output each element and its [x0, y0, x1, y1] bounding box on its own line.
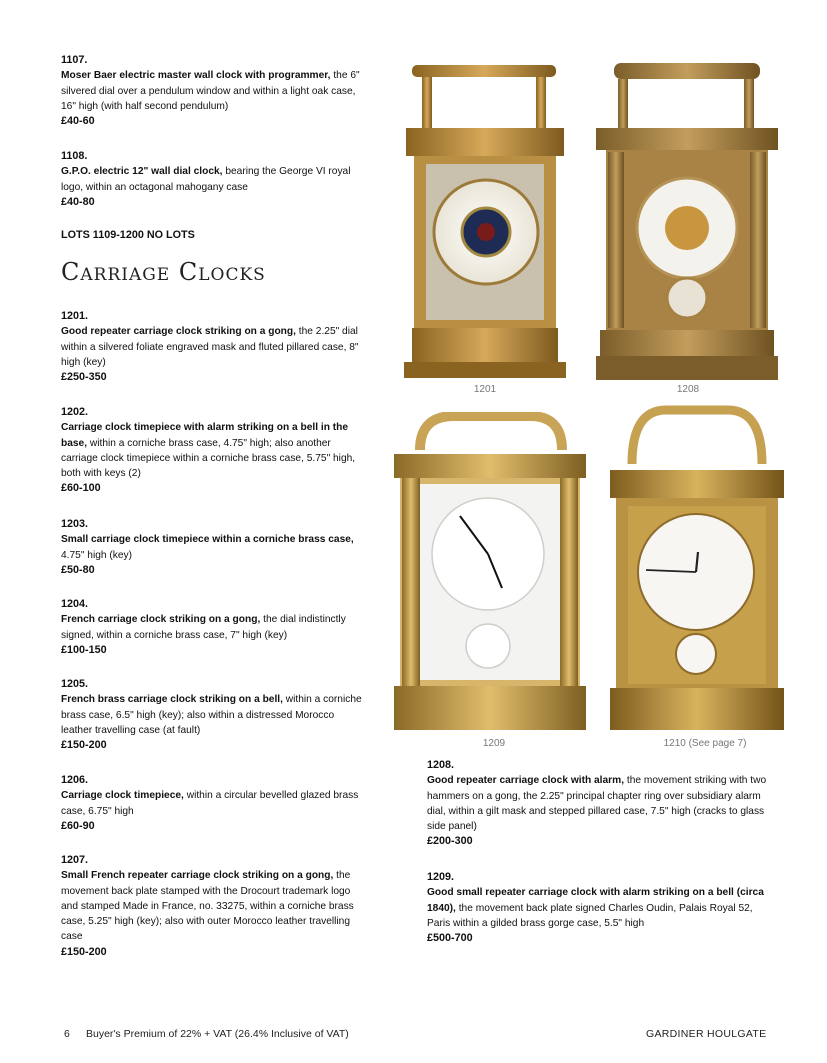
- lot-details: the movement back plate signed Charles Oudin, Palais Royal 52, Paris within a gilded brass gorge case, 5.5" high: [427, 902, 753, 929]
- lot-1201: [61, 309, 366, 385]
- lot-title: Good small repeater carriage clock with alarm striking on a bell (circa 1840),: [427, 887, 764, 914]
- lot-title: Good repeater carriage clock striking on a gong,: [61, 326, 296, 338]
- lot-1202: [61, 405, 366, 497]
- lot-number: 1204.: [61, 598, 89, 610]
- lot-title: Carriage clock timepiece,: [61, 790, 184, 802]
- lot-title: Small French repeater carriage clock striking on a gong,: [61, 870, 334, 882]
- lot-number: 1207.: [61, 854, 89, 866]
- lot-title: Moser Baer electric master wall clock with programmer,: [61, 70, 331, 82]
- lot-estimate: £150-200: [61, 945, 107, 958]
- clock-photo-1208: [592, 60, 782, 382]
- lot-estimate: £60-100: [61, 482, 101, 495]
- lot-description: [61, 790, 358, 816]
- lot-details: within a corniche brass case, 6.5" high (key); also within a distressed Morocco leather travelling case (at fault): [61, 694, 362, 736]
- lot-details: the 6" silvered dial over a pendulum window and within a light oak case, 16" high (with half second pendulum): [61, 70, 360, 112]
- caption-1208: 1208: [676, 384, 700, 395]
- lot-number: 1203.: [61, 518, 89, 530]
- lot-details: within a circular bevelled glazed brass case, 6.75" high: [61, 790, 359, 817]
- lot-estimate: £50-80: [61, 563, 95, 576]
- clock-photo-1210: [606, 404, 788, 734]
- lot-number: 1208.: [427, 759, 455, 771]
- lot-title: Small carriage clock timepiece within a corniche brass case,: [61, 534, 354, 546]
- lot-1107: [61, 53, 366, 129]
- auction-house-name: GARDINER HOULGATE: [646, 1028, 767, 1040]
- lot-description: [61, 326, 359, 368]
- lot-1206: [61, 773, 366, 834]
- section-title: Carriage Clocks: [61, 258, 266, 286]
- lot-description: [61, 870, 354, 942]
- lot-description: [427, 887, 764, 929]
- lot-estimate: £200-300: [427, 835, 473, 848]
- no-lots-note: LOTS 1109-1200 NO LOTS: [61, 229, 195, 241]
- lot-1203: [61, 517, 366, 578]
- lot-title: G.P.O. electric 12" wall dial clock,: [61, 166, 223, 178]
- lot-title: French carriage clock striking on a gong,: [61, 614, 261, 626]
- lot-estimate: £60-90: [61, 819, 95, 832]
- lot-description: [61, 694, 362, 736]
- lot-number: 1201.: [61, 310, 89, 322]
- lot-1207: [61, 853, 366, 960]
- lot-details: the movement striking with two hammers on a gong, the 2.25" principal chapter ring over subsidiary alarm dial, within a gilt mask and stepped pillared case, 7.5" high (cracks to glass side panel): [427, 775, 767, 833]
- lot-number: 1107.: [61, 54, 88, 66]
- caption-1209: 1209: [482, 738, 506, 749]
- lot-details: 4.75" high (key): [61, 549, 133, 561]
- lot-estimate: £40-80: [61, 195, 95, 208]
- lot-number: 1108.: [61, 150, 88, 162]
- lot-title: French brass carriage clock striking on a bell,: [61, 694, 283, 706]
- lot-description: [61, 422, 355, 479]
- lot-estimate: £40-60: [61, 115, 95, 128]
- lot-1209: [427, 870, 767, 946]
- lot-1205: [61, 677, 366, 753]
- lot-details: the 2.25" dial within a silvered foliate engraved mask and fluted pillared case, 8" high (key): [61, 326, 359, 368]
- clock-photo-1209: [390, 412, 590, 734]
- lot-estimate: £100-150: [61, 643, 107, 656]
- lot-estimate: £150-200: [61, 739, 107, 752]
- lot-estimate: £250-350: [61, 371, 107, 384]
- lot-title: Carriage clock timepiece with alarm striking on a bell in the base,: [61, 422, 349, 449]
- lot-description: [427, 775, 766, 832]
- lot-description: [61, 70, 360, 112]
- lot-number: 1205.: [61, 678, 89, 690]
- lot-details: the movement back plate stamped with the Drocourt trademark logo and stamped Made in France, no. 33275, within a corniche brass case, 5.25" high (key); also with outer Morocco leather travelling case: [61, 870, 354, 943]
- lot-details: bearing the George VI royal logo, within an octagonal mahogany case: [61, 166, 351, 193]
- clock-photo-1201: [400, 60, 570, 382]
- lot-1208: [427, 758, 767, 850]
- lot-description: [61, 166, 351, 192]
- lot-estimate: £500-700: [427, 932, 473, 945]
- lot-details: within a corniche brass case, 4.75" high; also another carriage clock timepiece within a corniche brass case, 5.75" high, both with keys (2): [61, 437, 356, 480]
- page-number: 6: [64, 1028, 70, 1040]
- lot-number: 1206.: [61, 774, 89, 786]
- lot-number: 1209.: [427, 871, 455, 883]
- lot-title: Good repeater carriage clock with alarm,: [427, 775, 625, 787]
- lot-1204: [61, 597, 366, 658]
- lot-1108: [61, 149, 366, 210]
- caption-1201: 1201: [473, 384, 497, 395]
- caption-1210: 1210 (See page 7): [663, 738, 747, 749]
- lot-details: the dial indistinctly signed, within a corniche brass case, 7" high (key): [61, 614, 346, 641]
- lot-number: 1202.: [61, 406, 89, 418]
- lot-description: [61, 614, 346, 640]
- lot-description: [61, 534, 354, 560]
- buyers-premium-note: Buyer's Premium of 22% + VAT (26.4% Inclusive of VAT): [86, 1028, 349, 1040]
